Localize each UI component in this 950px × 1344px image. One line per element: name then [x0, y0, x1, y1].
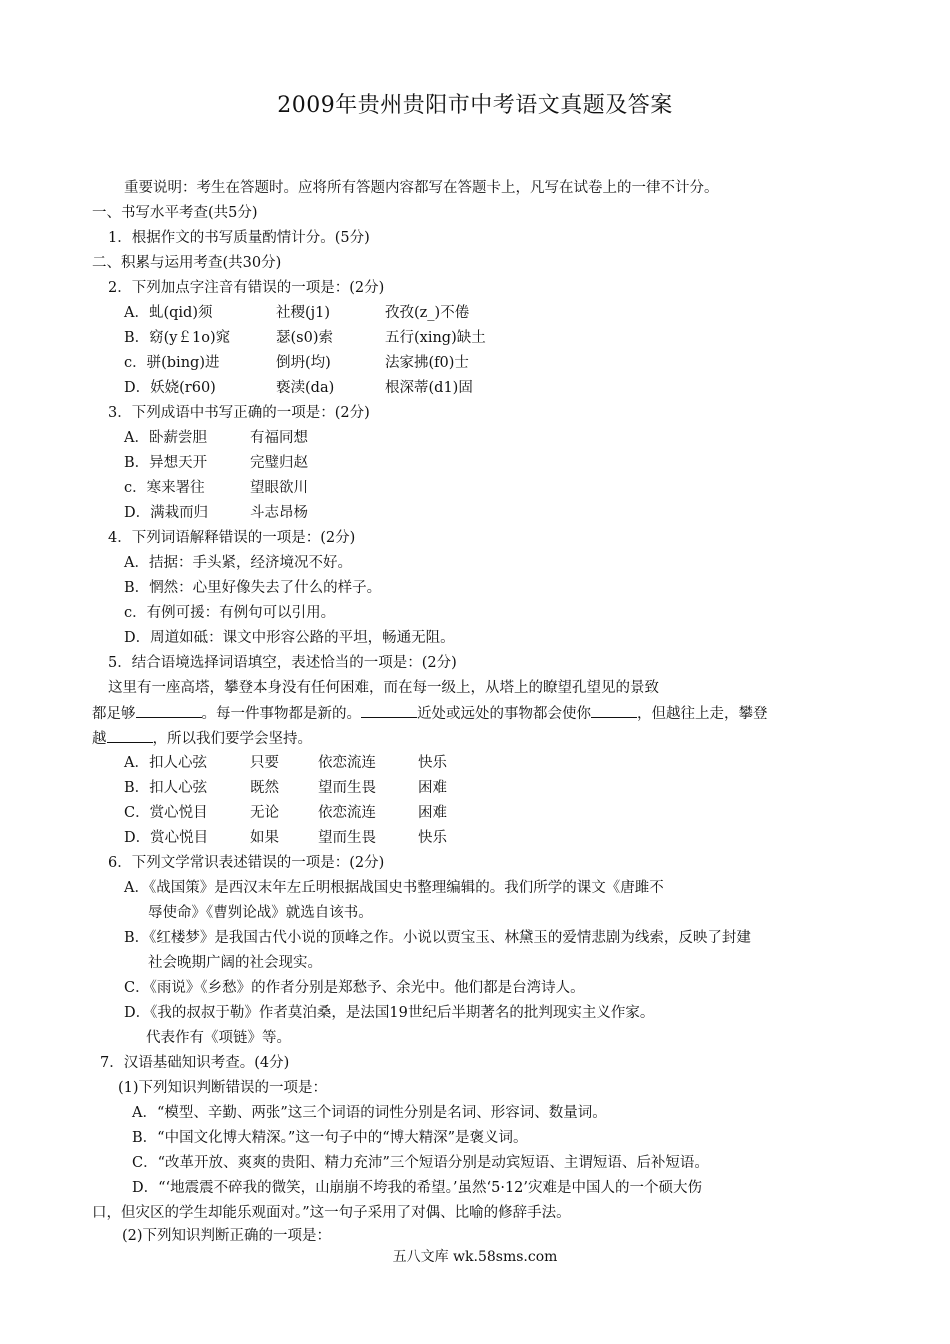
q5-option-b-2: 既然 — [250, 780, 279, 796]
footer-watermark: 五八文库 wk.58sms.com — [392, 1249, 558, 1265]
blank-4 — [107, 728, 153, 743]
q2-option-b-1: B．窈(y￡1o)窕 — [124, 330, 231, 346]
question-2-stem: 2．下列加点字注音有错误的一项是：(2分) — [108, 280, 385, 296]
q5-option-a-2: 只要 — [250, 755, 279, 771]
q2-option-d-1: D．妖娆(r60) — [124, 380, 216, 396]
question-7-stem: 7．汉语基础知识考查。(4分) — [100, 1055, 290, 1071]
q3-option-c-2: 望眼欲川 — [250, 480, 308, 496]
q5-passage-line-3: 越 ，所以我们要学会坚持。 — [92, 728, 312, 749]
q4-option-a: A．拮据：手头紧，经济境况不好。 — [124, 555, 352, 571]
q7-option-d-line-2: 口，但灾区的学生却能乐观面对。”这一句子采用了对偶、比喻的修辞手法。 — [92, 1205, 571, 1221]
q2-option-c-3: 法家拂(f0)士 — [385, 355, 469, 371]
q6-option-a-line-2: 辱使命》《曹刿论战》就选自该书。 — [148, 905, 373, 921]
q5-option-c-3: 依恋流连 — [318, 805, 376, 821]
question-4-stem: 4．下列词语解释错误的一项是：(2分) — [108, 530, 356, 546]
q5-option-b-3: 望而生畏 — [318, 780, 376, 796]
q2-option-c-1: c．骈(bing)进 — [124, 355, 220, 371]
q3-option-a-2: 有福同想 — [250, 430, 308, 446]
q6-option-d-line-1: D．《我的叔叔于勒》作者莫泊桑，是法国19世纪后半期著名的批判现实主义作家。 — [124, 1005, 655, 1021]
q2-option-d-2: 亵渎(da) — [276, 380, 335, 396]
q5-option-d-4: 快乐 — [418, 830, 447, 846]
section-1-heading: 一、书写水平考查(共5分) — [92, 205, 258, 221]
q3-option-b-2: 完璧归赵 — [250, 455, 308, 471]
q3-option-d-1: D．满栽而归 — [124, 505, 209, 521]
blank-3 — [591, 703, 637, 718]
q7-option-d-line-1: D．“‘地震震不碎我的微笑，山崩崩不垮我的希望。’虽然‘5·12’灾难是中国人的一个硕大伤 — [132, 1180, 703, 1196]
page-title: 2009年贵州贵阳市中考语文真题及答案 — [277, 93, 673, 118]
q3-option-c-1: c．寒来署往 — [124, 480, 205, 496]
q5-option-c-2: 无论 — [250, 805, 279, 821]
q6-option-b-line-1: B．《红楼梦》是我国古代小说的顶峰之作。小说以贾宝玉、林黛玉的爱情悲剧为线索，反映了封建 — [124, 930, 751, 946]
q7-option-c: C．“改革开放、爽爽的贵阳、精力充沛”三个短语分别是动宾短语、主谓短语、后补短语。 — [132, 1155, 709, 1171]
notice-text: 重要说明：考生在答题时。应将所有答题内容都写在答题卡上，凡写在试卷上的一律不计分。 — [124, 180, 719, 196]
q3-option-b-1: B．异想天开 — [124, 455, 208, 471]
q6-option-c: C．《雨说》《乡愁》的作者分别是郑愁予、余光中。他们都是台湾诗人。 — [124, 980, 585, 996]
q2-option-a-3: 孜孜(z_)不倦 — [385, 305, 470, 321]
blank-1 — [136, 703, 202, 718]
q5-option-a-3: 依恋流连 — [318, 755, 376, 771]
q5-passage-line-1: 这里有一座高塔，攀登本身没有任何困难，而在每一级上，从塔上的瞭望孔望见的景致 — [108, 680, 659, 696]
q5-passage-line-2: 都足够 。每一件事物都是新的。 近处或远处的事物都会使你 ，但越往上走，攀登 — [92, 703, 768, 724]
q7-sub-question-1: (1)下列知识判断错误的一项是： — [118, 1080, 328, 1096]
q5-option-c-1: C．赏心悦目 — [124, 805, 208, 821]
q2-option-b-3: 五行(xing)缺土 — [385, 330, 486, 346]
q2-option-b-2: 瑟(s0)索 — [276, 330, 333, 346]
question-1: 1．根据作文的书写质量酌情计分。(5分) — [108, 230, 370, 246]
q5-option-d-1: D．赏心悦目 — [124, 830, 209, 846]
q4-option-b: B．惘然：心里好像失去了什么的样子。 — [124, 580, 382, 596]
q6-option-d-line-2: 代表作有《项链》等。 — [146, 1030, 291, 1046]
q2-option-a-1: A．虬(qid)须 — [124, 305, 213, 321]
q3-option-d-2: 斗志昂杨 — [250, 505, 308, 521]
question-6-stem: 6．下列文学常识表述错误的一项是：(2分) — [108, 855, 385, 871]
q5-option-b-1: B．扣人心弦 — [124, 780, 208, 796]
q5-option-a-1: A．扣人心弦 — [124, 755, 207, 771]
blank-2 — [361, 703, 417, 718]
q3-option-a-1: A．卧薪尝胆 — [124, 430, 207, 446]
q5-option-b-4: 困难 — [418, 780, 447, 796]
question-5-stem: 5．结合语境选择词语填空，表述恰当的一项是：(2分) — [108, 655, 457, 671]
q7-sub-question-2: (2)下列知识判断正确的一项是： — [122, 1228, 332, 1244]
section-2-heading: 二、积累与运用考查(共30分) — [92, 255, 282, 271]
q2-option-c-2: 倒坍(均) — [276, 355, 331, 371]
q2-option-a-2: 社稷(j1) — [276, 305, 331, 321]
q6-option-a-line-1: A．《战国策》是西汉末年左丘明根据战国史书整理编辑的。我们所学的课文《唐雎不 — [124, 880, 664, 896]
q4-option-d: D．周道如砥：课文中形容公路的平坦，畅通无阻。 — [124, 630, 455, 646]
q4-option-c: c．有例可援：有例句可以引用。 — [124, 605, 336, 621]
q5-option-c-4: 困难 — [418, 805, 447, 821]
q7-option-b: B．“中国文化博大精深。”这一句子中的“博大精深”是褒义词。 — [132, 1130, 528, 1146]
q5-option-d-2: 如果 — [250, 830, 279, 846]
q6-option-b-line-2: 社会晚期广阔的社会现实。 — [148, 955, 322, 971]
q2-option-d-3: 根深蒂(d1)固 — [385, 380, 473, 396]
q5-option-d-3: 望而生畏 — [318, 830, 376, 846]
question-3-stem: 3．下列成语中书写正确的一项是：(2分) — [108, 405, 370, 421]
q7-option-a: A．“模型、辛勤、两张”这三个词语的词性分别是名词、形容词、数量词。 — [132, 1105, 607, 1121]
q5-option-a-4: 快乐 — [418, 755, 447, 771]
